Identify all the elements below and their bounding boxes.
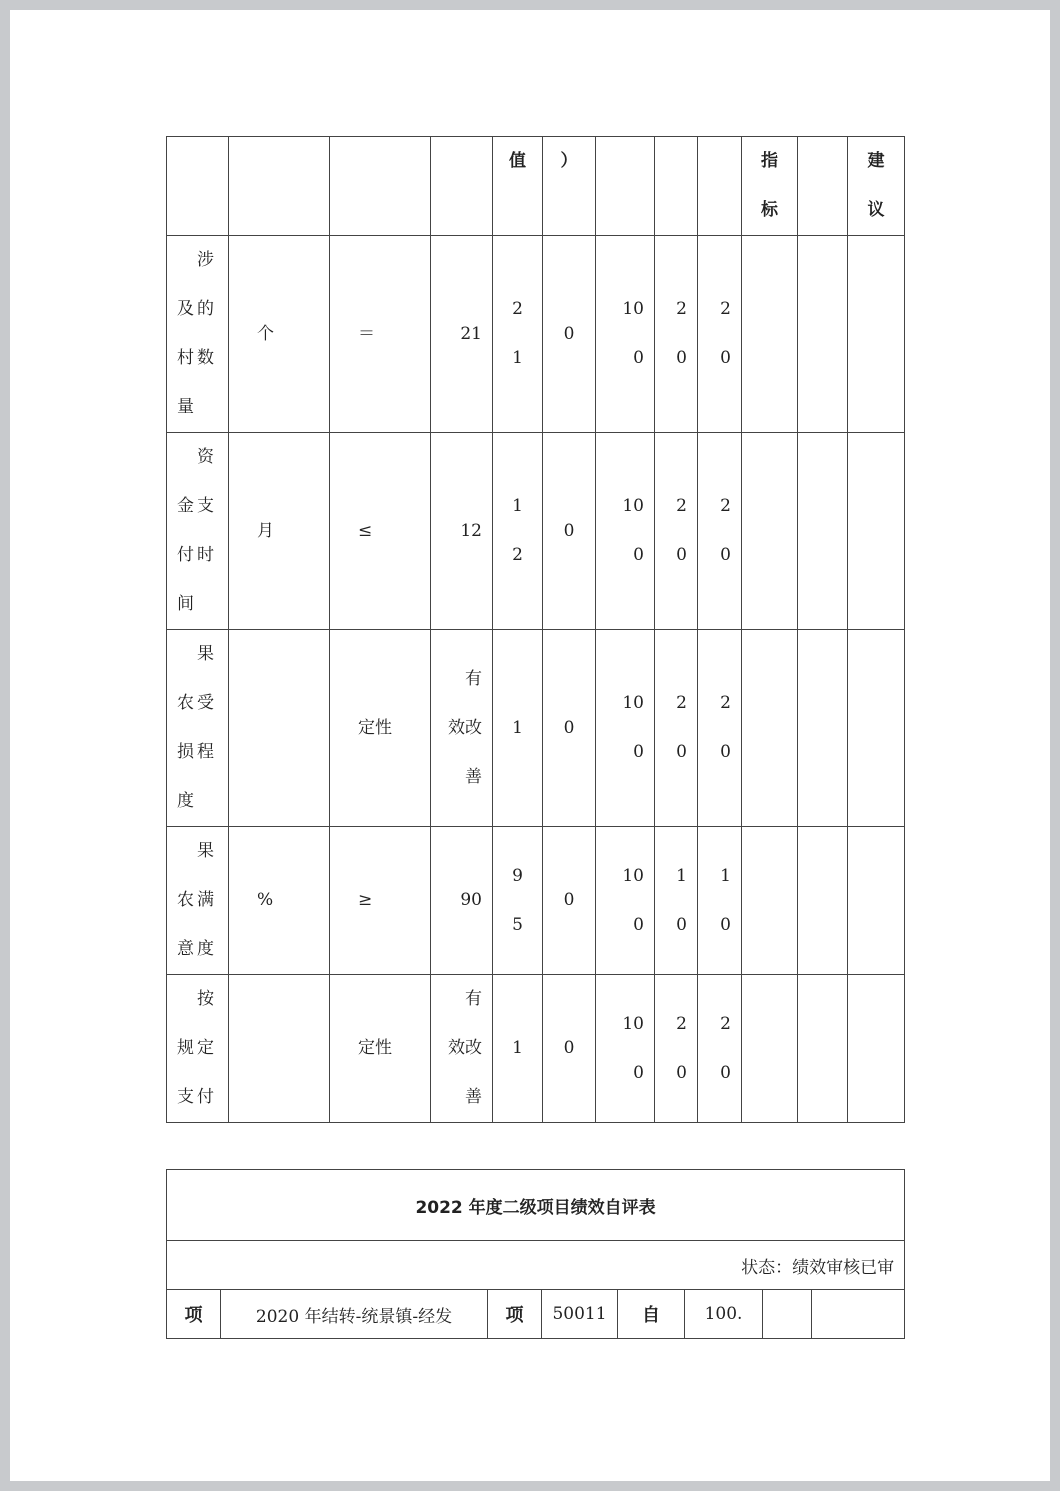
target-cell: 有 效改 善	[431, 630, 493, 827]
unit-cell: 月	[229, 433, 330, 630]
cell-col9: 2 0	[698, 630, 742, 827]
cell-col6: 0	[543, 975, 596, 1123]
cell-col9: 2 0	[698, 236, 742, 433]
table-row	[167, 433, 905, 630]
info-row	[167, 1290, 905, 1339]
actual-cell: 2 1	[493, 236, 543, 433]
page-title: 2022 年度二级项目绩效自评表	[167, 1170, 905, 1241]
table-row	[167, 975, 905, 1123]
cell-col8: 2 0	[655, 236, 698, 433]
cell-col6: 0	[543, 236, 596, 433]
target-cell: 12	[431, 433, 493, 630]
unit-cell	[229, 630, 330, 827]
unit-cell	[229, 975, 330, 1123]
cell-col7: 10 0	[596, 236, 655, 433]
cell-col7: 10 0	[596, 827, 655, 975]
target-cell: 90	[431, 827, 493, 975]
cell-col9: 1 0	[698, 827, 742, 975]
target-cell: 有 效改 善	[431, 975, 493, 1123]
indicator-name: 涉 及的 村数 量	[167, 236, 229, 433]
header-cell-suggestion: 建 议	[848, 137, 905, 236]
cell-col8: 2 0	[655, 433, 698, 630]
indicator-name: 资 金支 付时 间	[167, 433, 229, 630]
cell-col6: 0	[543, 827, 596, 975]
header-cell-indicator: 指 标	[742, 137, 798, 236]
table-row	[167, 630, 905, 827]
cell-col7: 10 0	[596, 433, 655, 630]
actual-cell: 9 5	[493, 827, 543, 975]
table-row	[167, 827, 905, 975]
cell-col9: 2 0	[698, 975, 742, 1123]
self-score-label: 自	[618, 1290, 685, 1339]
unit-cell: 个	[229, 236, 330, 433]
header-cell-value: 值	[493, 137, 543, 236]
cell-col8: 2 0	[655, 975, 698, 1123]
project-name: 2020 年结转-统景镇-经发	[221, 1290, 488, 1339]
cell-col8: 2 0	[655, 630, 698, 827]
operator-cell: ≥	[330, 827, 431, 975]
header-row	[167, 137, 905, 236]
status-text: 状态：绩效审核已审	[167, 1241, 905, 1290]
project-code-label: 项	[488, 1290, 542, 1339]
cell-col6: 0	[543, 433, 596, 630]
header-cell-paren: ）	[543, 137, 596, 236]
indicator-name: 果 农受 损程 度	[167, 630, 229, 827]
table-row	[167, 236, 905, 433]
project-code: 50011	[542, 1290, 618, 1339]
cell-col9: 2 0	[698, 433, 742, 630]
operator-cell: ＝	[330, 236, 431, 433]
indicator-name: 果 农满 意度	[167, 827, 229, 975]
cell-col7: 10 0	[596, 975, 655, 1123]
document-page	[10, 10, 1050, 1481]
operator-cell: ≤	[330, 433, 431, 630]
self-score: 100.	[685, 1290, 763, 1339]
actual-cell: 1	[493, 975, 543, 1123]
project-label: 项	[167, 1290, 221, 1339]
operator-cell: 定性	[330, 630, 431, 827]
operator-cell: 定性	[330, 975, 431, 1123]
actual-cell: 1 2	[493, 433, 543, 630]
actual-cell: 1	[493, 630, 543, 827]
unit-cell: %	[229, 827, 330, 975]
indicator-name: 按 规定 支付	[167, 975, 229, 1123]
cell-col6: 0	[543, 630, 596, 827]
self-evaluation-table	[166, 1169, 905, 1339]
cell-col7: 10 0	[596, 630, 655, 827]
target-cell: 21	[431, 236, 493, 433]
cell-col8: 1 0	[655, 827, 698, 975]
indicator-table	[166, 136, 905, 1123]
